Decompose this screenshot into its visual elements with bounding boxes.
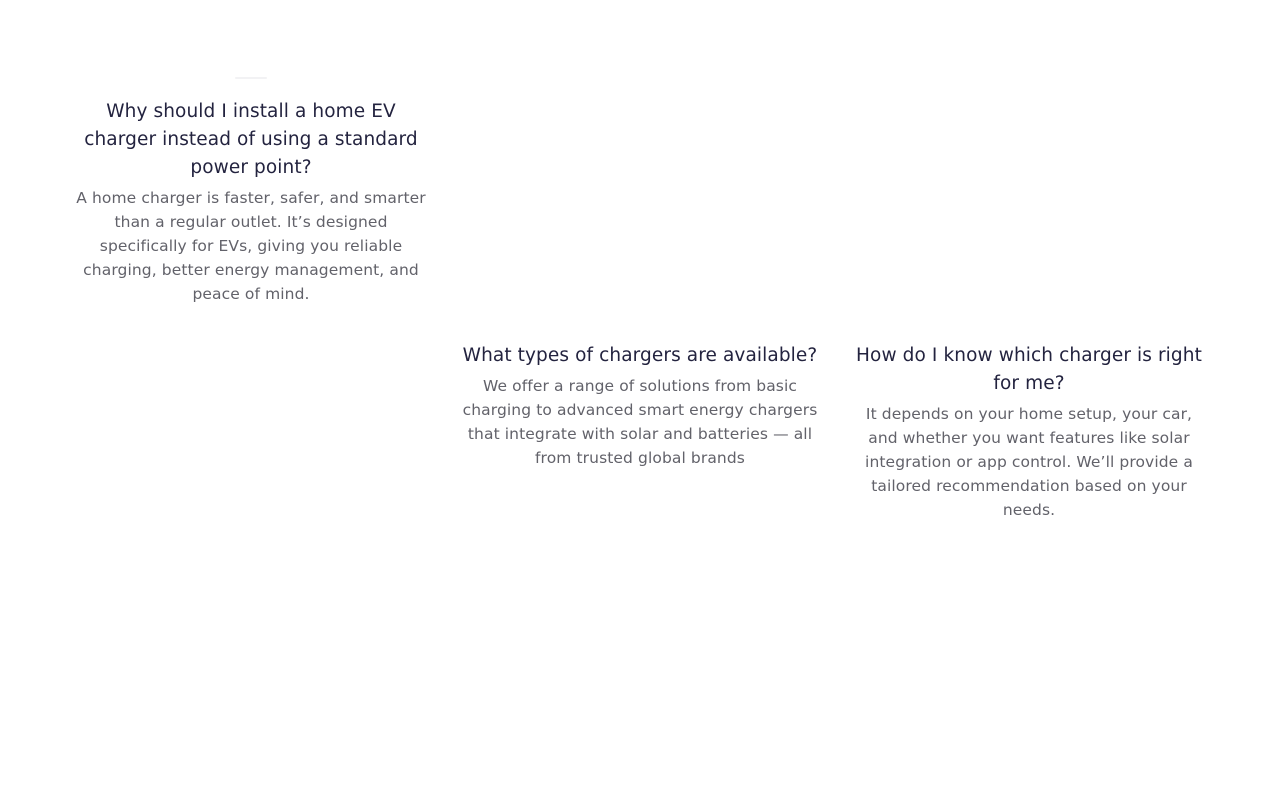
faq-answer: It depends on your home setup, your car, and whether you want features like solar integration or app control. We’ll provide a tailored recommendation based on your needs. — [865, 405, 1193, 519]
faq-question: How do I know which charger is right for me? — [856, 345, 1202, 394]
faded-divider — [235, 77, 267, 79]
faq-answer: We offer a range of solutions from basic charging to advanced smart energy chargers that integrate with solar and batteries — all from trusted global brands — [462, 377, 818, 467]
faq-question: What types of chargers are available? — [462, 345, 818, 366]
faq-card-charger-types — [460, 342, 820, 470]
faq-card-right-charger — [849, 342, 1209, 522]
faq-question: Why should I install a home EV charger instead of using a standard power point? — [84, 101, 418, 178]
faq-card-home-charger — [71, 98, 431, 306]
faq-answer: A home charger is faster, safer, and smarter than a regular outlet. It’s designed specifically for EVs, giving you reliable charging, better energy management, and peace of mind. — [76, 189, 426, 303]
